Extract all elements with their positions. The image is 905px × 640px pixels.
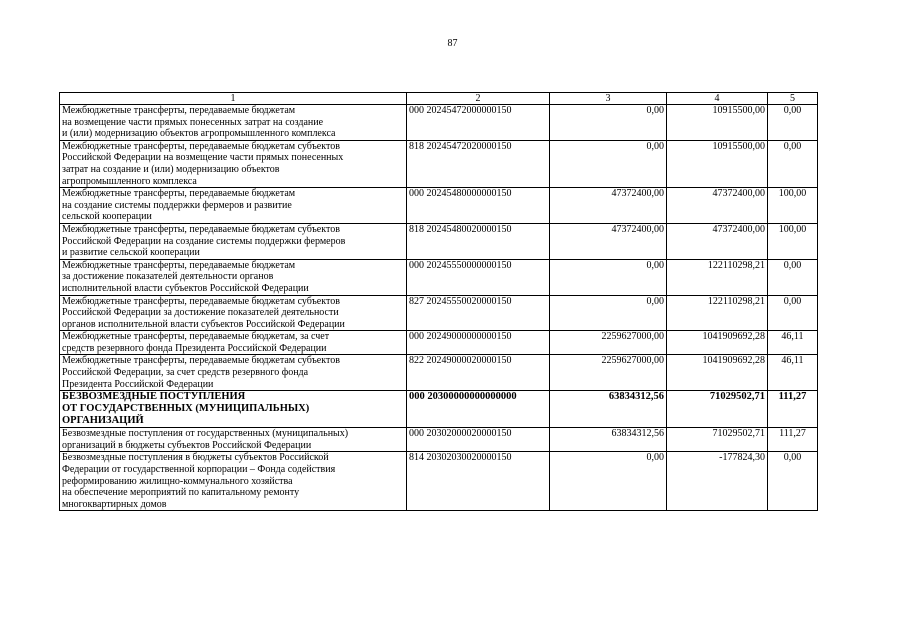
table-row — [60, 391, 818, 428]
row-exec-cell: -177824,30 — [667, 452, 768, 511]
row-name-cell: БЕЗВОЗМЕЗДНЫЕ ПОСТУПЛЕНИЯ ОТ ГОСУДАРСТВЕННЫХ (МУНИЦИПАЛЬНЫХ) ОРГАНИЗАЦИЙ — [60, 391, 407, 428]
row-exec-cell: 71029502,71 — [667, 391, 768, 428]
row-plan-cell: 0,00 — [550, 259, 667, 295]
table-row — [60, 355, 818, 391]
table-row — [60, 295, 818, 331]
row-name-cell: Межбюджетные трансферты, передаваемые бюджетам на возмещение части прямых понесенных затрат на создание и (или) модернизацию объектов агропромышленного комплекса — [60, 105, 407, 141]
table-row — [60, 188, 818, 224]
row-plan-cell: 0,00 — [550, 140, 667, 187]
row-code-cell: 000 20245480000000150 — [407, 188, 550, 224]
row-percent-cell: 100,00 — [768, 188, 818, 224]
row-code-cell: 818 20245480020000150 — [407, 223, 550, 259]
row-percent-cell: 0,00 — [768, 295, 818, 331]
row-name-cell: Межбюджетные трансферты, передаваемые бюджетам субъектов Российской Федерации за достижение показателей деятельности органов исполнительной власти субъектов Российской Федерации — [60, 295, 407, 331]
row-name-cell: Межбюджетные трансферты, передаваемые бюджетам за достижение показателей деятельности органов исполнительной власти субъектов Российской Федерации — [60, 259, 407, 295]
row-exec-cell: 47372400,00 — [667, 188, 768, 224]
table-row — [60, 259, 818, 295]
table-row — [60, 428, 818, 452]
row-exec-cell: 10915500,00 — [667, 140, 768, 187]
row-exec-cell: 1041909692,28 — [667, 355, 768, 391]
row-percent-cell: 0,00 — [768, 452, 818, 511]
row-percent-cell: 46,11 — [768, 331, 818, 355]
row-exec-cell: 1041909692,28 — [667, 331, 768, 355]
row-plan-cell: 2259627000,00 — [550, 355, 667, 391]
row-exec-cell: 71029502,71 — [667, 428, 768, 452]
row-code-cell: 000 20249000000000150 — [407, 331, 550, 355]
row-name-cell: Межбюджетные трансферты, передаваемые бюджетам субъектов Российской Федерации, за счет средств резервного фонда Президента Российской Федерации — [60, 355, 407, 391]
row-name-cell: Безвозмездные поступления в бюджеты субъектов Российской Федерации от государственной корпорации – Фонда содействия реформированию жилищно-коммунального хозяйства на обеспечение мероприятий по капитальному ремонту многоквартирных домов — [60, 452, 407, 511]
row-code-cell: 818 20245472020000150 — [407, 140, 550, 187]
row-exec-cell: 10915500,00 — [667, 105, 768, 141]
row-name-cell: Межбюджетные трансферты, передаваемые бюджетам субъектов Российской Федерации на создание системы поддержки фермеров и развитие сельской кооперации — [60, 223, 407, 259]
row-code-cell: 822 20249000020000150 — [407, 355, 550, 391]
row-name-cell: Межбюджетные трансферты, передаваемые бюджетам субъектов Российской Федерации на возмещение части прямых понесенных затрат на создание и (или) модернизацию объектов агропромышленного комплекса — [60, 140, 407, 187]
column-header: 1 — [60, 93, 407, 105]
row-percent-cell: 100,00 — [768, 223, 818, 259]
row-code-cell: 814 20302030020000150 — [407, 452, 550, 511]
row-plan-cell: 0,00 — [550, 105, 667, 141]
row-exec-cell: 122110298,21 — [667, 259, 768, 295]
row-code-cell: 000 20245472000000150 — [407, 105, 550, 141]
row-plan-cell: 2259627000,00 — [550, 331, 667, 355]
row-exec-cell: 122110298,21 — [667, 295, 768, 331]
column-header: 5 — [768, 93, 818, 105]
row-code-cell: 000 20302000020000150 — [407, 428, 550, 452]
row-percent-cell: 0,00 — [768, 140, 818, 187]
row-name-cell: Межбюджетные трансферты, передаваемые бюджетам, за счет средств резервного фонда Президента Российской Федерации — [60, 331, 407, 355]
row-percent-cell: 46,11 — [768, 355, 818, 391]
column-header: 2 — [407, 93, 550, 105]
table-row — [60, 105, 818, 141]
table-row — [60, 223, 818, 259]
budget-table — [59, 92, 818, 511]
row-plan-cell: 0,00 — [550, 295, 667, 331]
row-percent-cell: 0,00 — [768, 105, 818, 141]
row-percent-cell: 0,00 — [768, 259, 818, 295]
row-plan-cell: 63834312,56 — [550, 391, 667, 428]
row-exec-cell: 47372400,00 — [667, 223, 768, 259]
row-name-cell: Безвозмездные поступления от государственных (муниципальных) организаций в бюджеты субъектов Российской Федерации — [60, 428, 407, 452]
row-code-cell: 827 20245550020000150 — [407, 295, 550, 331]
row-plan-cell: 0,00 — [550, 452, 667, 511]
row-name-cell: Межбюджетные трансферты, передаваемые бюджетам на создание системы поддержки фермеров и развитие сельской кооперации — [60, 188, 407, 224]
column-header: 4 — [667, 93, 768, 105]
row-percent-cell: 111,27 — [768, 391, 818, 428]
table-row — [60, 452, 818, 511]
table-row — [60, 331, 818, 355]
row-percent-cell: 111,27 — [768, 428, 818, 452]
row-plan-cell: 63834312,56 — [550, 428, 667, 452]
row-code-cell: 000 20300000000000000 — [407, 391, 550, 428]
page-number: 87 — [447, 38, 458, 49]
column-number-row — [60, 93, 818, 105]
table-row — [60, 140, 818, 187]
row-plan-cell: 47372400,00 — [550, 223, 667, 259]
column-header: 3 — [550, 93, 667, 105]
row-code-cell: 000 20245550000000150 — [407, 259, 550, 295]
row-plan-cell: 47372400,00 — [550, 188, 667, 224]
